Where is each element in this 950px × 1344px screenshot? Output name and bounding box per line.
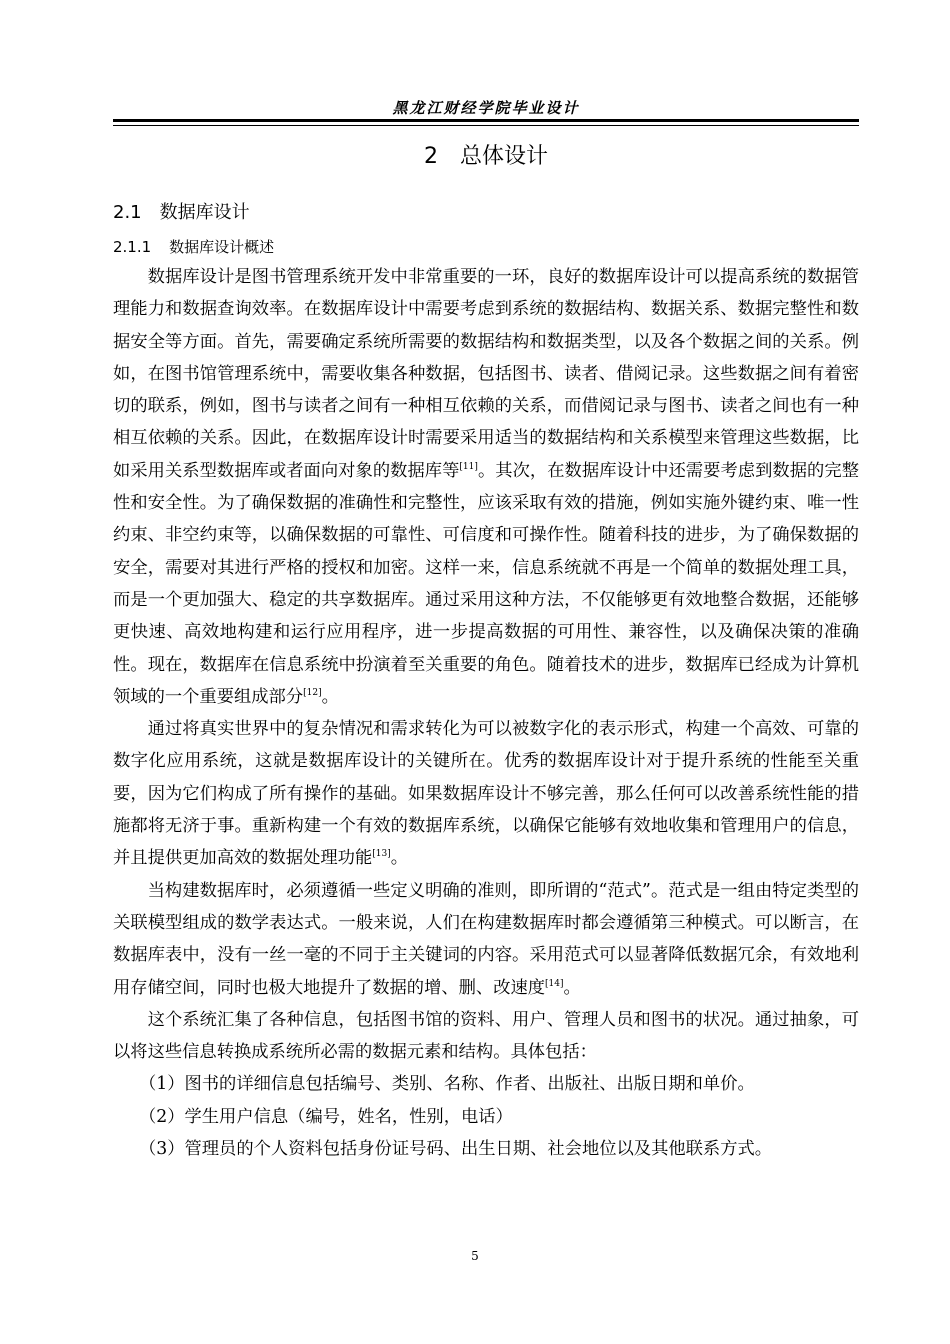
citation: [14] xyxy=(545,978,564,989)
paragraph-text: 数据库设计是图书管理系统开发中非常重要的一环，良好的数据库设计可以提高系统的数据管理能力和数据查询效率。在数据库设计中需要考虑到系统的数据结构、数据关系、数据完整性和数据安全等方面。首先，需要确定系统所需要的数据结构和数据类型，以及各个数据之间的关系。例如，在图书馆管理系统中，需要收集各种数据，包括图书、读者、借阅记录。这些数据之间有着密切的联系，例如，图书与读者之间有一种相互依赖的关系，而借阅记录与图书、读者之间也有一种相互依赖的关系。因此，在数据库设计时需要采用适当的数据结构和关系模型来管理这些数据，比如采用关系型数据库或者面向对象的数据库等 xyxy=(113,267,859,481)
header-rule-thick xyxy=(113,119,859,122)
paragraph-1 xyxy=(113,261,859,713)
paragraph-end: 。 xyxy=(321,686,339,707)
list-item: （1）图书的详细信息包括编号、类别、名称、作者、出版社、出版日期和单价。 xyxy=(138,1074,755,1095)
paragraph-text: 这个系统汇集了各种信息，包括图书馆的资料、用户、管理人员和图书的状况。通过抽象，可以将这些信息转换成系统所必需的数据元素和结构。具体包括： xyxy=(113,1009,859,1063)
citation: [13] xyxy=(372,849,391,860)
paragraph-4 xyxy=(113,1004,859,1069)
paragraph-text: 。其次，在数据库设计中还需要考虑到数据的完整性和安全性。为了确保数据的准确性和完整性，应该采取有效的措施，例如实施外键约束、唯一性约束、非空约束等，以确保数据的可靠性、可信度和可操作性。随着科技的进步，为了确保数据的安全，需要对其进行严格的授权和加密。这样一来，信息系统就不再是一个简单的数据处理工具，而是一个更加强大、稳定的共享数据库。通过采用这种方法，不仅能够更有效地整合数据，还能够更快速、高效地构建和运行应用程序，进一步提高数据的可用性、兼容性，以及确保决策的准确性。现在，数据库在信息系统中扮演着至关重要的角色。随着技术的进步，数据库已经成为计算机领域的一个重要组成部分 xyxy=(113,460,859,707)
paragraph-3 xyxy=(113,875,859,1004)
body-text xyxy=(113,261,859,1165)
chapter-title xyxy=(113,139,859,170)
citation: [12] xyxy=(303,688,322,699)
chapter-number: 2 xyxy=(423,144,438,169)
subsection-title: 数据库设计概述 xyxy=(169,238,275,256)
section-heading xyxy=(113,198,250,224)
paragraph-end: 。 xyxy=(390,848,409,869)
list-item: （2）学生用户信息（编号，姓名，性别，电话） xyxy=(138,1106,513,1127)
section-number: 2.1 xyxy=(113,202,142,223)
chapter-title-text: 总体设计 xyxy=(459,144,548,169)
paragraph-2 xyxy=(113,713,859,874)
header-rule-thin xyxy=(113,125,859,126)
list-item: （3）管理员的个人资料包括身份证号码、出生日期、社会地位以及其他联系方式。 xyxy=(138,1139,773,1160)
page-number: 5 xyxy=(471,1249,479,1263)
paragraph-end: 。 xyxy=(563,977,581,998)
running-header: 黑龙江财经学院毕业设计 xyxy=(392,99,580,117)
subsection-heading xyxy=(113,236,274,257)
paragraph-text: 当构建数据库时，必须遵循一些定义明确的准则，即所谓的“范式”。范式是一组由特定类型的关联模型组成的数学表达式。一般来说，人们在构建数据库时都会遵循第三种模式。可以断言，在数据库表中，没有一丝一毫的不同于主关键词的内容。采用范式可以显著降低数据冗余，有效地利用存储空间，同时也极大地提升了数据的增、删、改速度 xyxy=(113,880,859,998)
subsection-number: 2.1.1 xyxy=(113,238,152,256)
citation: [11] xyxy=(459,462,478,473)
section-title: 数据库设计 xyxy=(159,202,250,223)
paragraph-text: 通过将真实世界中的复杂情况和需求转化为可以被数字化的表示形式，构建一个高效、可靠的数字化应用系统，这就是数据库设计的关键所在。优秀的数据库设计对于提升系统的性能至关重要，因为它们构成了所有操作的基础。如果数据库设计不够完善，那么任何可以改善系统性能的措施都将无济于事。重新构建一个有效的数据库系统，以确保它能够有效地收集和管理用户的信息，并且提供更加高效的数据处理功能 xyxy=(113,719,859,869)
